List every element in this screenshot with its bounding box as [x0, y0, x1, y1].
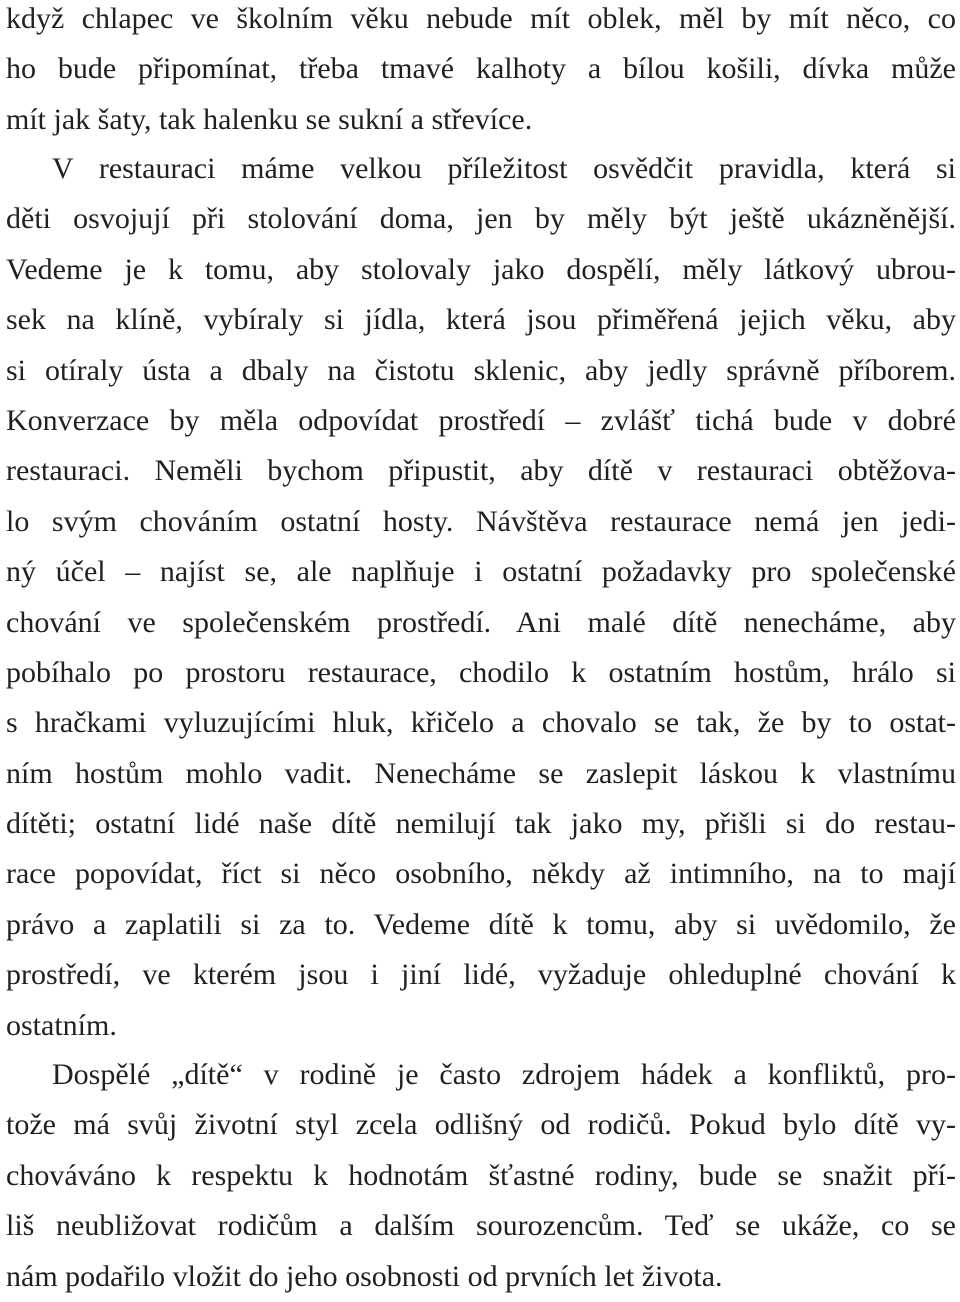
- text-line: chováváno k respektu k hodnotám šťastné rodiny, bude se snažit pří-: [6, 1158, 956, 1192]
- paragraph-3: [6, 1050, 956, 1302]
- text-line: nám podařilo vložit do jeho osobnosti od prvních let života.: [6, 1259, 723, 1293]
- text-line: Konverzace by měla odpovídat prostředí – zvlášť tichá bude v dobré: [6, 403, 956, 437]
- text-line: ním hostům mohlo vadit. Nenecháme se zaslepit láskou k vlastnímu: [6, 756, 956, 790]
- text-line: právo a zaplatili si za to. Vedeme dítě k tomu, aby si uvědomilo, že: [6, 907, 956, 941]
- text-line: ostatním.: [6, 1008, 117, 1042]
- text-line: sek na klíně, vybíraly si jídla, která jsou přiměřená jejich věku, aby: [6, 303, 956, 337]
- text-line: chování ve společenském prostředí. Ani malé dítě nenecháme, aby: [6, 605, 956, 639]
- text-line: ho bude připomínat, třeba tmavé kalhoty a bílou košili, dívka může: [6, 52, 956, 86]
- text-line: mít jak šaty, tak halenku se sukní a střevíce.: [6, 102, 533, 136]
- text-line: když chlapec ve školním věku nebude mít oblek, měl by mít něco, co: [6, 2, 956, 35]
- text-line: liš neubližovat rodičům a dalším sourozencům. Teď se ukáže, co se: [6, 1209, 956, 1243]
- text-line: děti osvojují při stolování doma, jen by měly být ještě ukázněnější.: [6, 202, 956, 236]
- text-line: ný účel – najíst se, ale naplňuje i ostatní požadavky pro společenské: [6, 555, 956, 589]
- text-line: Dospělé „dítě“ v rodině je často zdrojem hádek a konfliktů, pro-: [52, 1058, 956, 1091]
- text-line: race popovídat, říct si něco osobního, někdy až intimního, na to mají: [6, 857, 956, 891]
- text-line: tože má svůj životní styl zcela odlišný od rodičů. Pokud bylo dítě vy-: [6, 1108, 956, 1142]
- text-line: V restauraci máme velkou příležitost osvědčit pravidla, která si: [52, 152, 956, 185]
- text-line: lo svým chováním ostatní hosty. Návštěva restaurace nemá jen jedi-: [6, 504, 956, 538]
- text-line: restauraci. Neměli bychom připustit, aby dítě v restauraci obtěžova-: [6, 454, 956, 488]
- text-line: s hračkami vyluzujícími hluk, křičelo a chovalo se tak, že by to ostat-: [6, 706, 956, 740]
- text-line: Vedeme je k tomu, aby stolovaly jako dospělí, měly látkový ubrou-: [6, 252, 956, 286]
- paragraph-1: [6, 0, 956, 145]
- text-line: dítěti; ostatní lidé naše dítě nemilují tak jako my, přišli si do restau-: [6, 807, 956, 841]
- text-line: prostředí, ve kterém jsou i jiní lidé, vyžaduje ohleduplné chování k: [6, 958, 956, 992]
- paragraph-2: [6, 144, 956, 1051]
- text-line: pobíhalo po prostoru restaurace, chodilo k ostatním hostům, hrálo si: [6, 655, 956, 689]
- text-line: si otíraly ústa a dbaly na čistotu sklenic, aby jedly správně příborem.: [6, 353, 956, 387]
